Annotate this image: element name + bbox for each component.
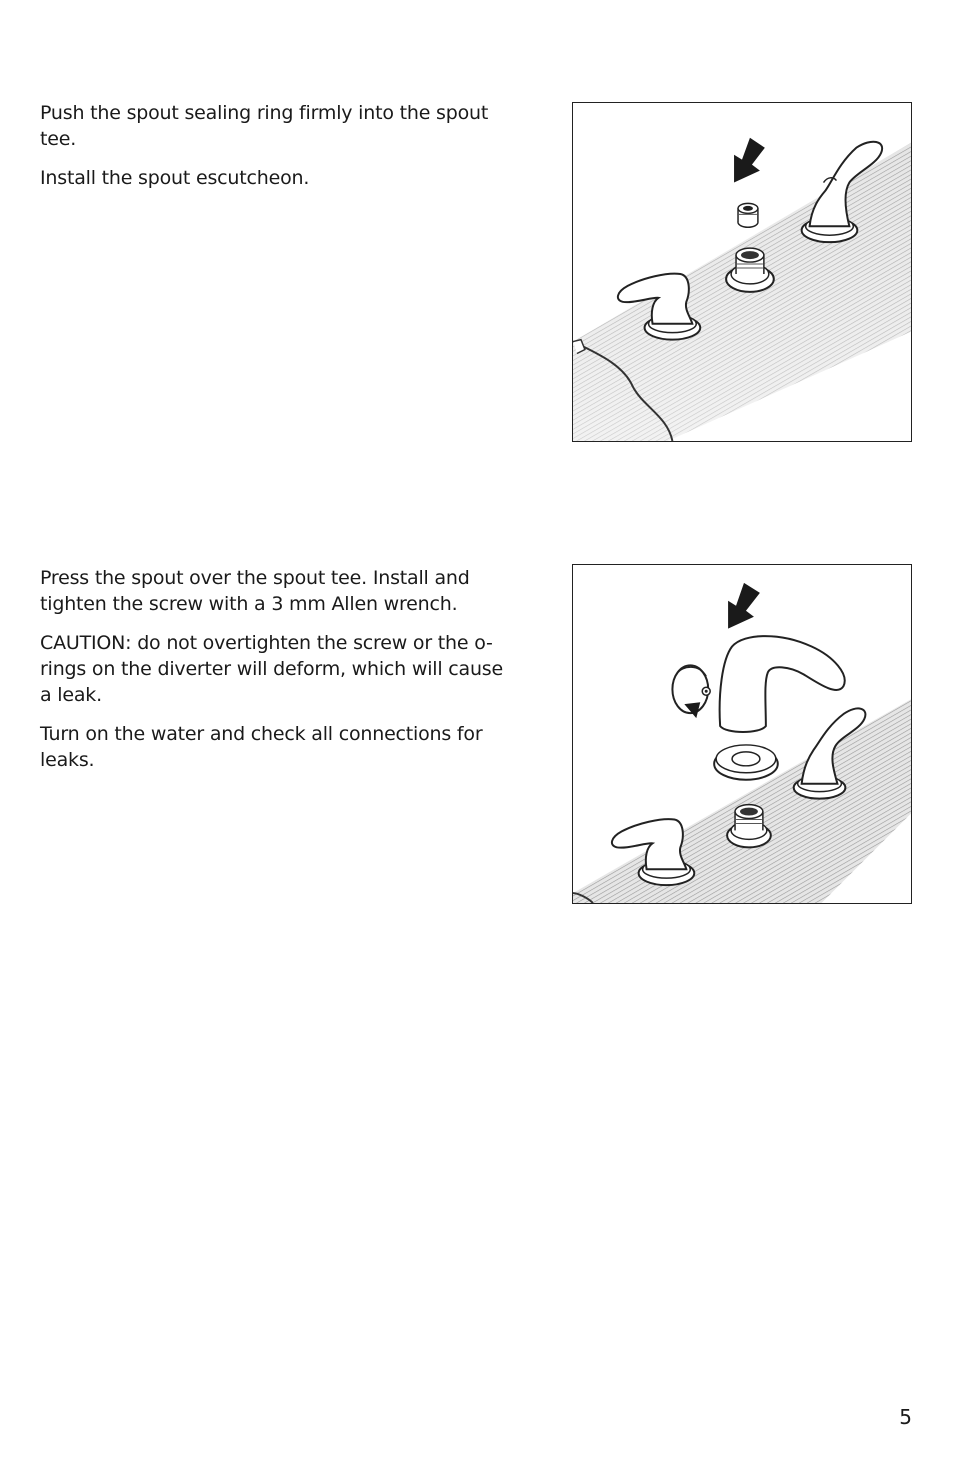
step-2-paragraph-3: Turn on the water and check all connections for leaks.	[40, 723, 483, 771]
step-2-paragraph-1: Press the spout over the spout tee. Install and tighten the screw with a 3 mm Allen wrench.	[40, 567, 470, 615]
step-2-instructions	[40, 565, 520, 786]
step-1-paragraph-2: Install the spout escutcheon.	[40, 167, 310, 189]
page-number: 5	[899, 1405, 912, 1429]
step-1-instructions	[40, 100, 520, 204]
step-1-paragraph-1: Push the spout sealing ring firmly into the spout tee.	[40, 102, 489, 150]
sealing-ring-illustration	[572, 102, 912, 442]
spout-illustration	[572, 564, 912, 904]
step-2-paragraph-2: CAUTION: do not overtighten the screw or the o-rings on the diverter will deform, which will cause a leak.	[40, 632, 504, 706]
